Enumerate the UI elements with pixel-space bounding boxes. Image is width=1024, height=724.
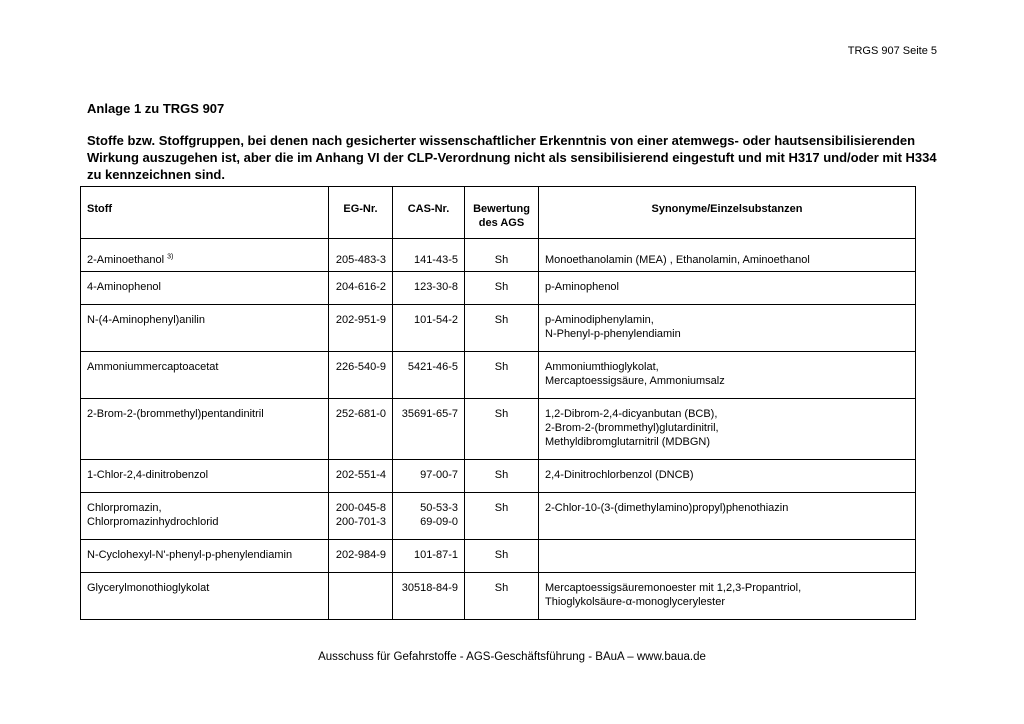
cell-stoff-line: 4-Aminophenol	[87, 281, 161, 293]
cell-stoff	[81, 573, 329, 620]
cell-bewertung: Sh	[465, 305, 539, 352]
cell-cas-nr	[393, 460, 465, 493]
cell-eg-nr-line: 200-045-8	[335, 502, 386, 514]
cell-synonyme-line: Mercaptoessigsäuremonoester mit 1,2,3-Propantriol,	[545, 582, 802, 594]
cell-synonyme-line: p-Aminophenol	[545, 281, 619, 293]
cell-stoff-line: N-Cyclohexyl-N'-phenyl-p-phenylendiamin	[87, 549, 293, 561]
cell-synonyme-line: Ammoniumthioglykolat,	[545, 361, 659, 373]
cell-stoff	[81, 460, 329, 493]
table-row	[81, 272, 916, 305]
cell-stoff-line: Chlorpromazin,	[87, 502, 162, 514]
cell-eg-nr	[329, 540, 393, 573]
cell-cas-nr	[393, 399, 465, 460]
cell-cas-nr-line: 69-09-0	[420, 516, 458, 528]
cell-cas-nr-line: 5421-46-5	[407, 361, 458, 373]
footnote-marker: 3)	[167, 253, 174, 261]
cell-eg-nr	[329, 399, 393, 460]
cell-eg-nr-line: 204-616-2	[335, 281, 386, 293]
cell-eg-nr	[329, 239, 393, 272]
page-label: TRGS 907 Seite 5	[847, 45, 937, 57]
cell-synonyme	[539, 573, 916, 620]
table-row	[81, 352, 916, 399]
cell-bewertung: Sh	[465, 239, 539, 272]
cell-synonyme	[539, 305, 916, 352]
cell-bewertung: Sh	[465, 573, 539, 620]
cell-synonyme	[539, 399, 916, 460]
cell-bewertung: Sh	[465, 540, 539, 573]
cell-cas-nr-line: 123-30-8	[413, 281, 458, 293]
cell-cas-nr-line: 35691-65-7	[401, 408, 458, 420]
table-header-row	[81, 187, 916, 239]
cell-cas-nr	[393, 272, 465, 305]
cell-synonyme-line: 1,2-Dibrom-2,4-dicyanbutan (BCB),	[545, 408, 718, 420]
header-stoff: Stoff	[81, 187, 329, 239]
cell-cas-nr-line: 101-54-2	[413, 314, 458, 326]
cell-stoff-line: Chlorpromazinhydrochlorid	[87, 516, 219, 528]
cell-cas-nr-line: 101-87-1	[413, 549, 458, 561]
cell-stoff	[81, 493, 329, 540]
table-row	[81, 573, 916, 620]
cell-synonyme-line: p-Aminodiphenylamin,	[545, 314, 654, 326]
cell-stoff	[81, 272, 329, 305]
cell-eg-nr-line: 252-681-0	[335, 408, 386, 420]
cell-bewertung: Sh	[465, 352, 539, 399]
cell-cas-nr-line: 30518-84-9	[401, 582, 458, 594]
cell-synonyme-line: Thioglykolsäure-α-monoglycerylester	[545, 596, 725, 608]
cell-bewertung: Sh	[465, 399, 539, 460]
cell-eg-nr	[329, 460, 393, 493]
cell-synonyme	[539, 272, 916, 305]
cell-eg-nr	[329, 493, 393, 540]
cell-stoff-line: Glycerylmonothioglykolat	[87, 582, 210, 594]
document-subtitle: Stoffe bzw. Stoffgruppen, bei denen nach gesicherter wissenschaftlicher Erkenntnis von einer atemwegs- oder hautsensibilisierenden Wirkung auszugehen ist, aber die im Anhang VI der CLP-Verordnung nicht als sensibilisierend eingestuft und mit H317 und/oder mit H334 zu kennzeichnen sind.	[87, 133, 937, 182]
cell-synonyme-line: 2-Chlor-10-(3-(dimethylamino)propyl)phenothiazin	[545, 502, 789, 514]
cell-synonyme-line: Methyldibromglutarnitril (MDBGN)	[545, 436, 711, 448]
cell-synonyme	[539, 540, 916, 573]
cell-stoff-line: N-(4-Aminophenyl)anilin	[87, 314, 205, 326]
cell-cas-nr	[393, 239, 465, 272]
header-eg-nr: EG-Nr.	[329, 187, 393, 239]
table-row	[81, 239, 916, 272]
cell-eg-nr	[329, 305, 393, 352]
cell-stoff-line: Ammoniummercaptoacetat	[87, 361, 219, 373]
cell-eg-nr	[329, 352, 393, 399]
header-synonyme: Synonyme/Einzelsubstanzen	[539, 187, 916, 239]
table-row	[81, 493, 916, 540]
table-row	[81, 399, 916, 460]
cell-eg-nr-line: 200-701-3	[335, 516, 386, 528]
header-bewertung-line1: Bewertung	[473, 203, 530, 215]
header-bewertung-line2: des AGS	[478, 217, 525, 229]
cell-synonyme	[539, 352, 916, 399]
cell-bewertung: Sh	[465, 460, 539, 493]
cell-cas-nr-line: 141-43-5	[413, 254, 458, 266]
cell-synonyme-line: Monoethanolamin (MEA) , Ethanolamin, Aminoethanol	[545, 254, 810, 266]
cell-synonyme	[539, 460, 916, 493]
cell-cas-nr	[393, 493, 465, 540]
cell-synonyme-line: Mercaptoessigsäure, Ammoniumsalz	[545, 375, 725, 387]
page-footer: Ausschuss für Gefahrstoffe - AGS-Geschäftsführung - BAuA – www.baua.de	[318, 651, 706, 663]
cell-eg-nr-line: 205-483-3	[335, 254, 386, 266]
cell-stoff	[81, 239, 329, 272]
cell-eg-nr-line: 202-551-4	[335, 469, 386, 481]
cell-eg-nr-line: 226-540-9	[335, 361, 386, 373]
cell-eg-nr-line: 202-984-9	[335, 549, 386, 561]
cell-bewertung: Sh	[465, 272, 539, 305]
cell-cas-nr	[393, 540, 465, 573]
cell-eg-nr-line: 202-951-9	[335, 314, 386, 326]
cell-stoff	[81, 399, 329, 460]
cell-cas-nr-line: 97-00-7	[420, 469, 458, 481]
cell-synonyme-line: N-Phenyl-p-phenylendiamin	[545, 328, 681, 340]
cell-stoff	[81, 540, 329, 573]
cell-stoff	[81, 352, 329, 399]
header-bewertung	[465, 187, 539, 239]
cell-synonyme-line: 2-Brom-2-(brommethyl)glutardinitril,	[545, 422, 719, 434]
table-row	[81, 540, 916, 573]
table-row	[81, 460, 916, 493]
header-cas-nr: CAS-Nr.	[393, 187, 465, 239]
cell-eg-nr	[329, 573, 393, 620]
cell-cas-nr	[393, 352, 465, 399]
cell-synonyme-line: 2,4-Dinitrochlorbenzol (DNCB)	[545, 469, 694, 481]
table-row	[81, 305, 916, 352]
cell-cas-nr	[393, 305, 465, 352]
substance-table	[80, 186, 916, 620]
cell-stoff	[81, 305, 329, 352]
cell-cas-nr	[393, 573, 465, 620]
cell-stoff-line: 2-Brom-2-(brommethyl)pentandinitril	[87, 408, 264, 420]
cell-bewertung: Sh	[465, 493, 539, 540]
cell-synonyme	[539, 493, 916, 540]
cell-eg-nr	[329, 272, 393, 305]
cell-cas-nr-line: 50-53-3	[420, 502, 458, 514]
annex-title: Anlage 1 zu TRGS 907	[87, 101, 225, 116]
cell-stoff-line: 1-Chlor-2,4-dinitrobenzol	[87, 469, 209, 481]
cell-synonyme	[539, 239, 916, 272]
cell-stoff-line: 2-Aminoethanol	[87, 254, 165, 266]
